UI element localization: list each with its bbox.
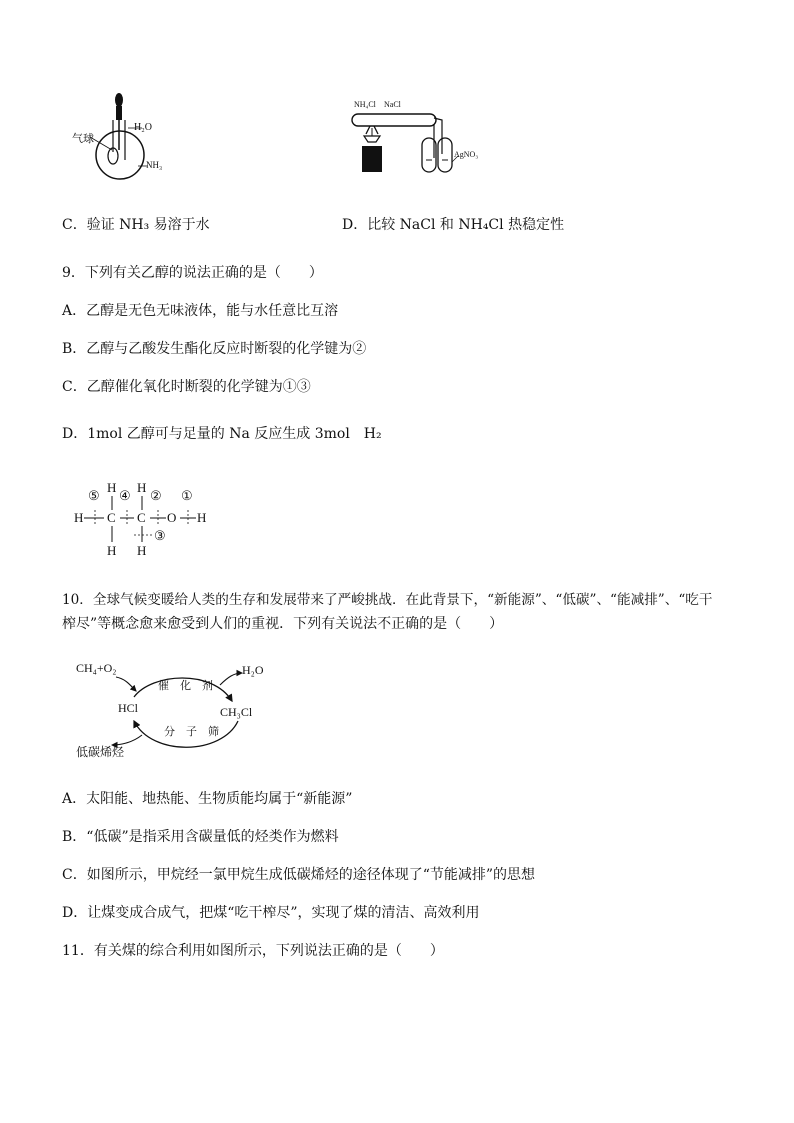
q9-option-b: B．乙醇与乙酸发生酯化反应时断裂的化学键为② [62,341,367,357]
atom-h-top-2: H [137,480,147,495]
nh3-label: NH₃ [146,160,163,170]
q11-stem: 11．有关煤的综合利用如图所示，下列说法正确的是（ ） [62,943,444,959]
nh4cl-label: NH₄Cl [354,100,376,109]
reactants-label: CH₄+O₂ [76,661,117,675]
hcl-label: HCl [118,701,139,715]
olefin-label: 低碳烯烃 [76,745,125,759]
figure-c-apparatus [70,90,180,185]
h2o-label: H₂O [134,122,152,133]
water-label: H₂O [242,663,264,677]
methane-to-olefin-diagram [72,655,292,765]
ch3cl-label: CH₃Cl [220,705,253,719]
atom-o: O [167,510,177,525]
q8-option-d: D．比较 NaCl 和 NH₄Cl 热稳定性 [342,217,565,233]
bond-label-3: ③ [154,528,166,543]
atom-c1: C [107,510,116,525]
q8-option-c: C．验证 NH₃ 易溶于水 [62,217,210,233]
atom-h-bottom-1: H [107,543,117,558]
q9-option-a: A．乙醇是无色无味液体，能与水任意比互溶 [62,303,339,319]
bond-label-5: ⑤ [88,488,100,503]
atom-h-right: H [197,510,207,525]
bond-label-1: ① [181,488,193,503]
q10-stem-line1: 10．全球气候变暖给人类的生存和发展带来了严峻挑战．在此背景下，“新能源”、“低碳”、“能减排”、“吃干 [62,592,713,608]
q10-option-c: C．如图所示，甲烷经一氯甲烷生成低碳烯烃的途径体现了“节能减排”的思想 [62,867,536,883]
atom-h-left: H [74,510,84,525]
ethanol-structure [72,480,222,562]
balloon-label: 气球 [72,133,94,145]
catalyst-label: 催 化 剂 [158,680,213,692]
bond-label-2: ② [150,488,162,503]
nacl-label: NaCl [384,100,401,109]
q9-option-c: C．乙醇催化氧化时断裂的化学键为①③ [62,379,311,395]
heating-tube-drawing [350,98,500,180]
q9-option-d: D．1mol 乙醇可与足量的 Na 反应生成 3mol H₂ [62,426,382,442]
atom-h-top-1: H [107,480,117,495]
agno3-label: AgNO₃ [454,150,479,159]
sieve-label: 分 子 筛 [164,726,219,738]
q10-option-a: A．太阳能、地热能、生物质能均属于“新能源” [62,791,353,807]
q10-option-b: B．“低碳”是指采用含碳量低的烃类作为燃料 [62,829,339,845]
figure-d-apparatus [350,98,500,180]
q9-stem: 9．下列有关乙醇的说法正确的是（ ） [62,265,323,281]
q10-option-d: D．让煤变成合成气，把煤“吃干榨尽”，实现了煤的清洁、高效利用 [62,905,480,921]
q10-stem-line2: 榨尽”等概念愈来愈受到人们的重视．下列有关说法不正确的是（ ） [62,616,504,632]
atom-c2: C [137,510,146,525]
bond-label-4: ④ [119,488,131,503]
atom-h-bottom-2: H [137,543,147,558]
